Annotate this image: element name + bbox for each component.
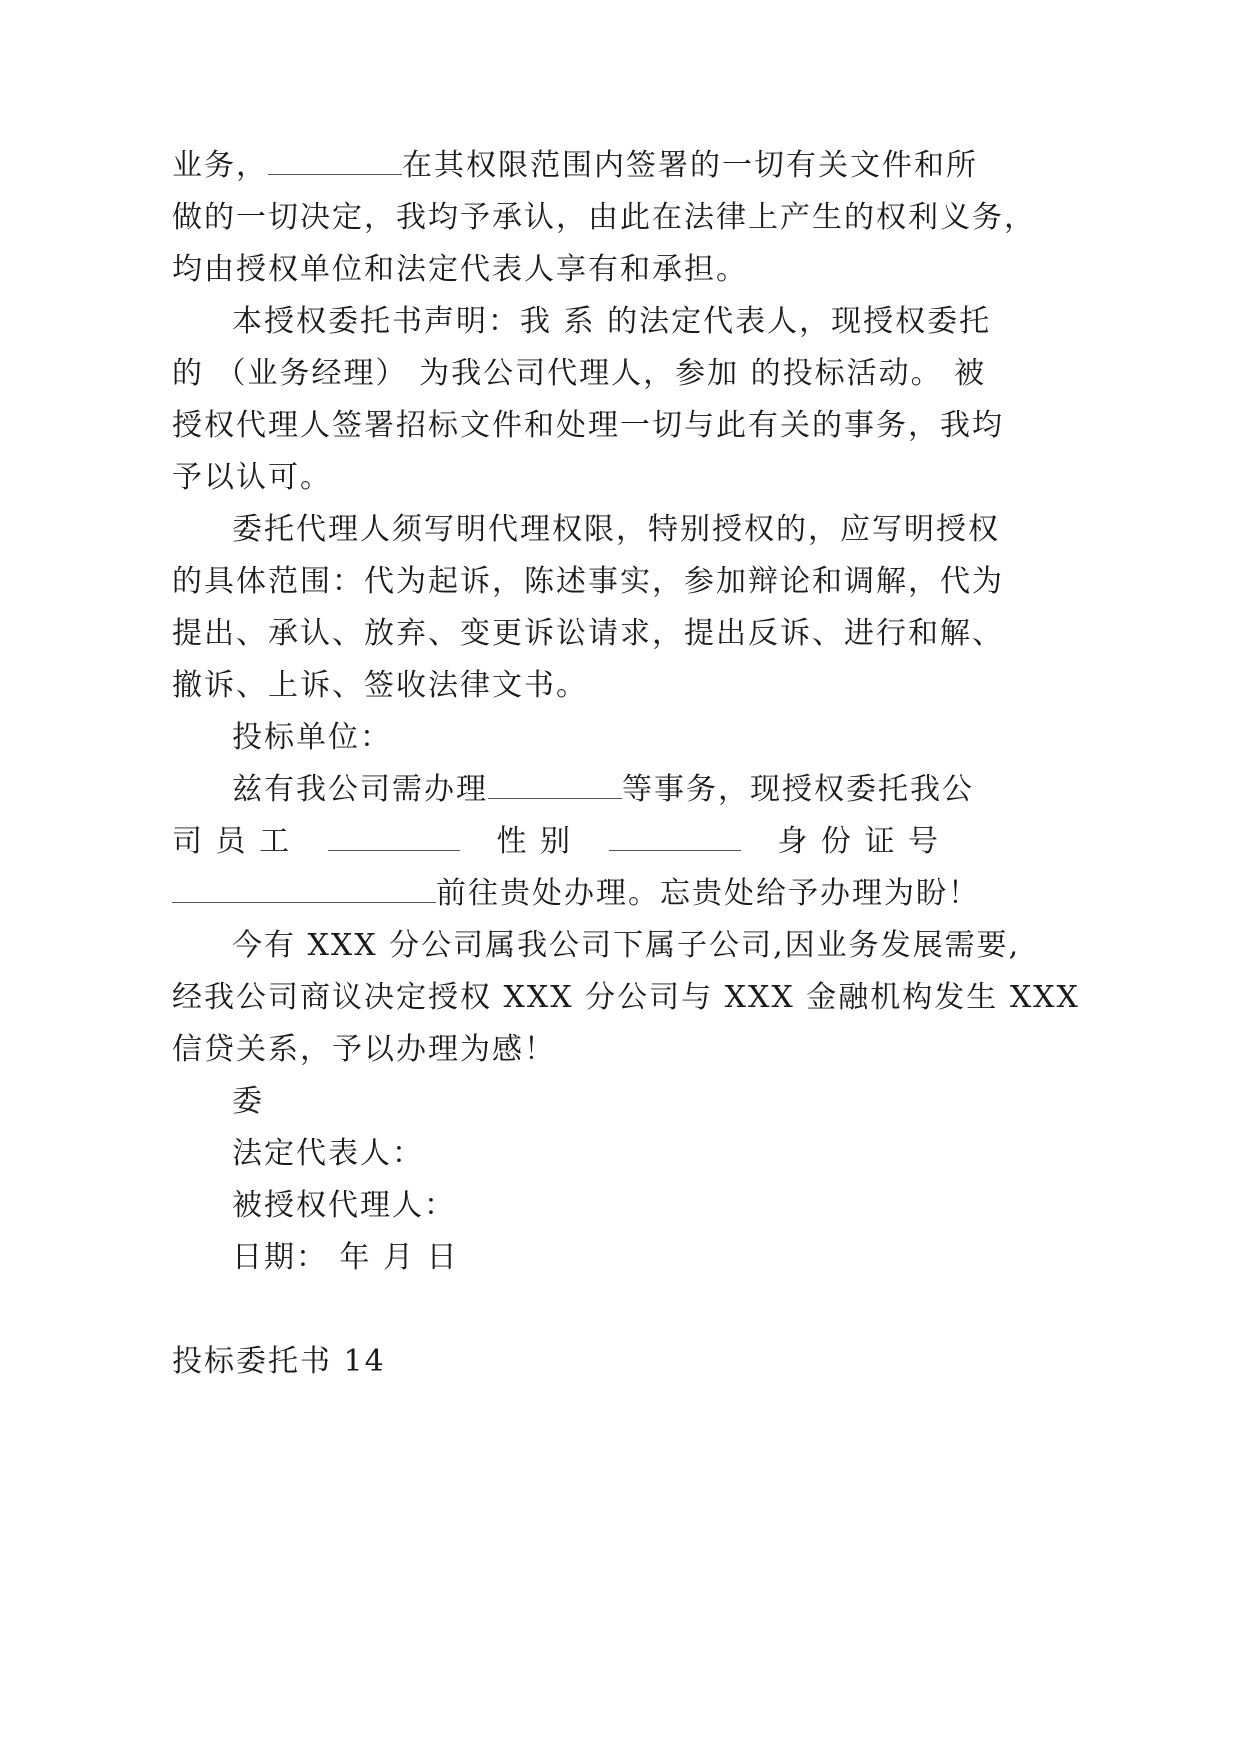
- para2-line2: 的 （业务经理） 为我公司代理人，参加 的投标活动。 被: [172, 356, 987, 391]
- para4-line3: [172, 872, 980, 916]
- id-number-blank: [172, 872, 436, 903]
- section-heading: 投标委托书 14: [172, 1344, 386, 1379]
- blank-field: [488, 768, 622, 799]
- para2-line4: 予以认可。: [172, 460, 332, 495]
- para1-text-a: 业务，: [172, 148, 268, 183]
- blank-field: [268, 144, 402, 175]
- para5-line1: 今有 XXX 分公司属我公司下属子公司,因业务发展需要,: [232, 928, 1021, 963]
- para1-line1: [172, 144, 978, 188]
- staff-name-blank: [328, 820, 460, 851]
- gender-blank: [609, 820, 741, 851]
- id-number-label: 身 份 证 号: [777, 824, 940, 859]
- para4-line1: [232, 768, 974, 812]
- date-label: 日期： 年 月 日: [232, 1240, 459, 1275]
- staff-label: 司 员 工: [172, 824, 292, 859]
- para1-text-b: 在其权限范围内签署的一切有关文件和所: [402, 148, 978, 183]
- para1-line2: 做的一切决定，我均予承认，由此在法律上产生的权利义务，: [172, 200, 1036, 235]
- legal-representative-label: 法定代表人：: [232, 1136, 424, 1171]
- para3-line2: 的具体范围：代为起诉，陈述事实，参加辩论和调解，代为: [172, 564, 1004, 599]
- para1-line3: 均由授权单位和法定代表人享有和承担。: [172, 252, 748, 287]
- para3-line4: 撤诉、上诉、签收法律文书。: [172, 668, 588, 703]
- para5-line3: 信贷关系，予以办理为感！: [172, 1032, 556, 1067]
- gender-label: 性 别: [496, 824, 572, 859]
- para3-line1: 委托代理人须写明代理权限，特别授权的，应写明授权: [232, 512, 1000, 547]
- para4-text-a: 兹有我公司需办理: [232, 772, 488, 807]
- para2-line1: 本授权委托书声明：我 系 的法定代表人，现授权委托: [232, 304, 992, 339]
- para3-line3: 提出、承认、放弃、变更诉讼请求，提出反诉、进行和解、: [172, 616, 1004, 651]
- authorized-agent-label: 被授权代理人：: [232, 1188, 456, 1223]
- para4-text-c: 前往贵处办理。忘贵处给予办理为盼！: [436, 876, 980, 911]
- para4-text-b: 等事务，现授权委托我公: [622, 772, 974, 807]
- bid-unit-label: 投标单位：: [232, 720, 392, 755]
- para4-line2: [172, 820, 940, 864]
- wei-label: 委: [232, 1084, 264, 1119]
- para5-line2: 经我公司商议决定授权 XXX 分公司与 XXX 金融机构发生 XXX: [172, 980, 1080, 1015]
- para2-line3: 授权代理人签署招标文件和处理一切与此有关的事务，我均: [172, 408, 1004, 443]
